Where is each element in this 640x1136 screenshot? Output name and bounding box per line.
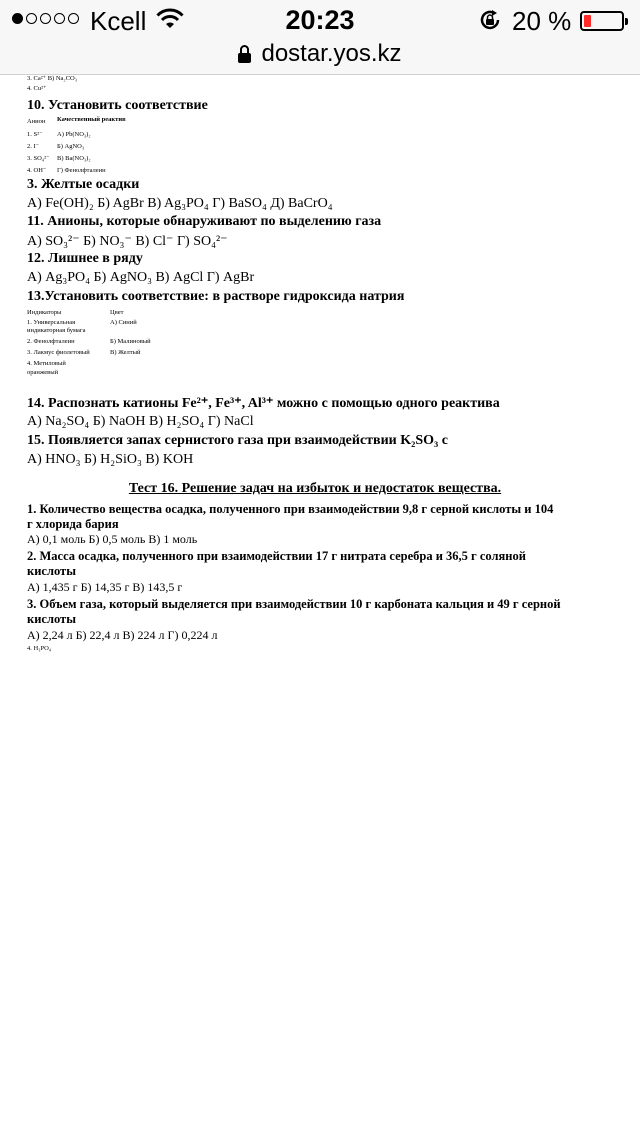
task-3-answers: А) 2,24 л Б) 22,4 л В) 224 л Г) 0,224 л: [27, 628, 218, 642]
task-2-answers: А) 1,435 г Б) 14,35 г В) 143,5 г: [27, 580, 183, 594]
question-15-title: 15. Появляется запах сернистого газа при взаимодействии K₂SO₃ с: [27, 433, 448, 448]
question-14-answers: А) Na₂SO₄ Б) NaOH В) H₂SO₄ Г) NaCl: [27, 414, 254, 429]
q10-head-anion: Анион: [27, 118, 46, 125]
q10-row-3-right: В) Ba(NO₃)₂: [57, 155, 91, 162]
secure-lock-icon: [238, 45, 251, 62]
q13-indicator: 3. Лакмус фиолетовый: [27, 349, 90, 356]
q13-color: В) Желтый: [110, 349, 141, 356]
battery-percentage: 20 %: [512, 6, 572, 36]
question-12-title: 12. Лишнее в ряду: [27, 251, 143, 266]
url-text[interactable]: dostar.yos.kz: [261, 40, 402, 67]
task-1-answers: А) 0,1 моль Б) 0,5 моль В) 1 моль: [27, 532, 198, 546]
task-1-text: г хлорида бария: [27, 517, 119, 531]
question-10-title: 10. Установить соответствие: [27, 98, 208, 113]
question-3-answers: А) Fe(OH)₂ Б) AgBr В) Ag₃PO₄ Г) BaSO₄ Д) BaCrO₄: [27, 196, 333, 211]
q10-row-3-left: 3. SO₄²⁻: [27, 155, 50, 162]
q13-indicator: 2. Фенолфталеин: [27, 338, 75, 345]
task-3-text: 3. Объем газа, который выделяется при взаимодействии 10 г карбоната кальция и 49 г серной: [27, 597, 561, 611]
task-2-text: 2. Масса осадка, полученного при взаимодействии 17 г нитрата серебра и 36,5 г соляной: [27, 549, 526, 563]
cut-off-line: 4. Cu²⁺: [27, 85, 47, 92]
status-bar: [0, 0, 640, 40]
cut-off-tail: 4. H₃PO₄: [27, 645, 52, 652]
clock: 20:23: [285, 5, 355, 35]
q13-color: Б) Малиновый: [110, 338, 151, 345]
address-bar[interactable]: [0, 40, 640, 75]
q10-row-4-left: 4. OH⁻: [27, 167, 47, 174]
q13-indicator: 1. Универсальная: [27, 319, 76, 326]
q10-row-1-left: 1. S²⁻: [27, 131, 43, 138]
question-11-answers: А) SO₃²⁻ Б) NO₃⁻ В) Cl⁻ Г) SO₄²⁻: [27, 234, 228, 249]
q13-indicator: индикаторная бумага: [27, 327, 86, 334]
q13-indicator: 4. Метиловый: [27, 360, 66, 367]
question-14-title: 14. Распознать катионы Fe²⁺, Fe³⁺, Al³⁺ можно с помощью одного реактива: [27, 396, 500, 411]
q13-indicator: оранжевый: [27, 369, 59, 376]
carrier-name: Kcell: [90, 6, 147, 36]
question-3-title: 3. Желтые осадки: [27, 177, 140, 192]
test-16-heading: Тест 16. Решение задач на избыток и недостаток вещества.: [128, 481, 502, 496]
q13-head-color: Цвет: [110, 309, 124, 316]
q13-head-indicators: Индикаторы: [27, 309, 62, 316]
cut-off-line: 3. Ca²⁺ В) Na₂CO₃: [27, 75, 77, 82]
q13-color: А) Синий: [110, 319, 137, 326]
q10-row-2-left: 2. I⁻: [27, 143, 40, 150]
task-1-text: 1. Количество вещества осадка, полученного при взаимодействии 9,8 г серной кислоты и 104: [27, 502, 554, 516]
q10-head-reagent: Качественный реактив: [57, 116, 126, 123]
q10-row-4-right: Г) Фенолфталеин: [57, 167, 106, 174]
question-15-answers: А) HNO₃ Б) H₂SiO₃ В) KOH: [27, 452, 194, 467]
battery-icon: [580, 11, 624, 31]
q10-row-1-right: А) Pb(NO₃)₂: [57, 131, 91, 138]
question-12-answers: А) Ag₃PO₄ Б) AgNO₃ В) AgCl Г) AgBr: [27, 270, 255, 285]
question-13-title: 13.Установить соответствие: в растворе гидроксида натрия: [27, 289, 405, 304]
task-2-text: кислоты: [27, 564, 76, 578]
rotation-lock-icon: [478, 8, 502, 32]
task-3-text: кислоты: [27, 612, 76, 626]
question-11-title: 11. Анионы, которые обнаруживают по выделению газа: [27, 214, 382, 229]
q10-row-2-right: Б) AgNO₃: [57, 143, 85, 150]
